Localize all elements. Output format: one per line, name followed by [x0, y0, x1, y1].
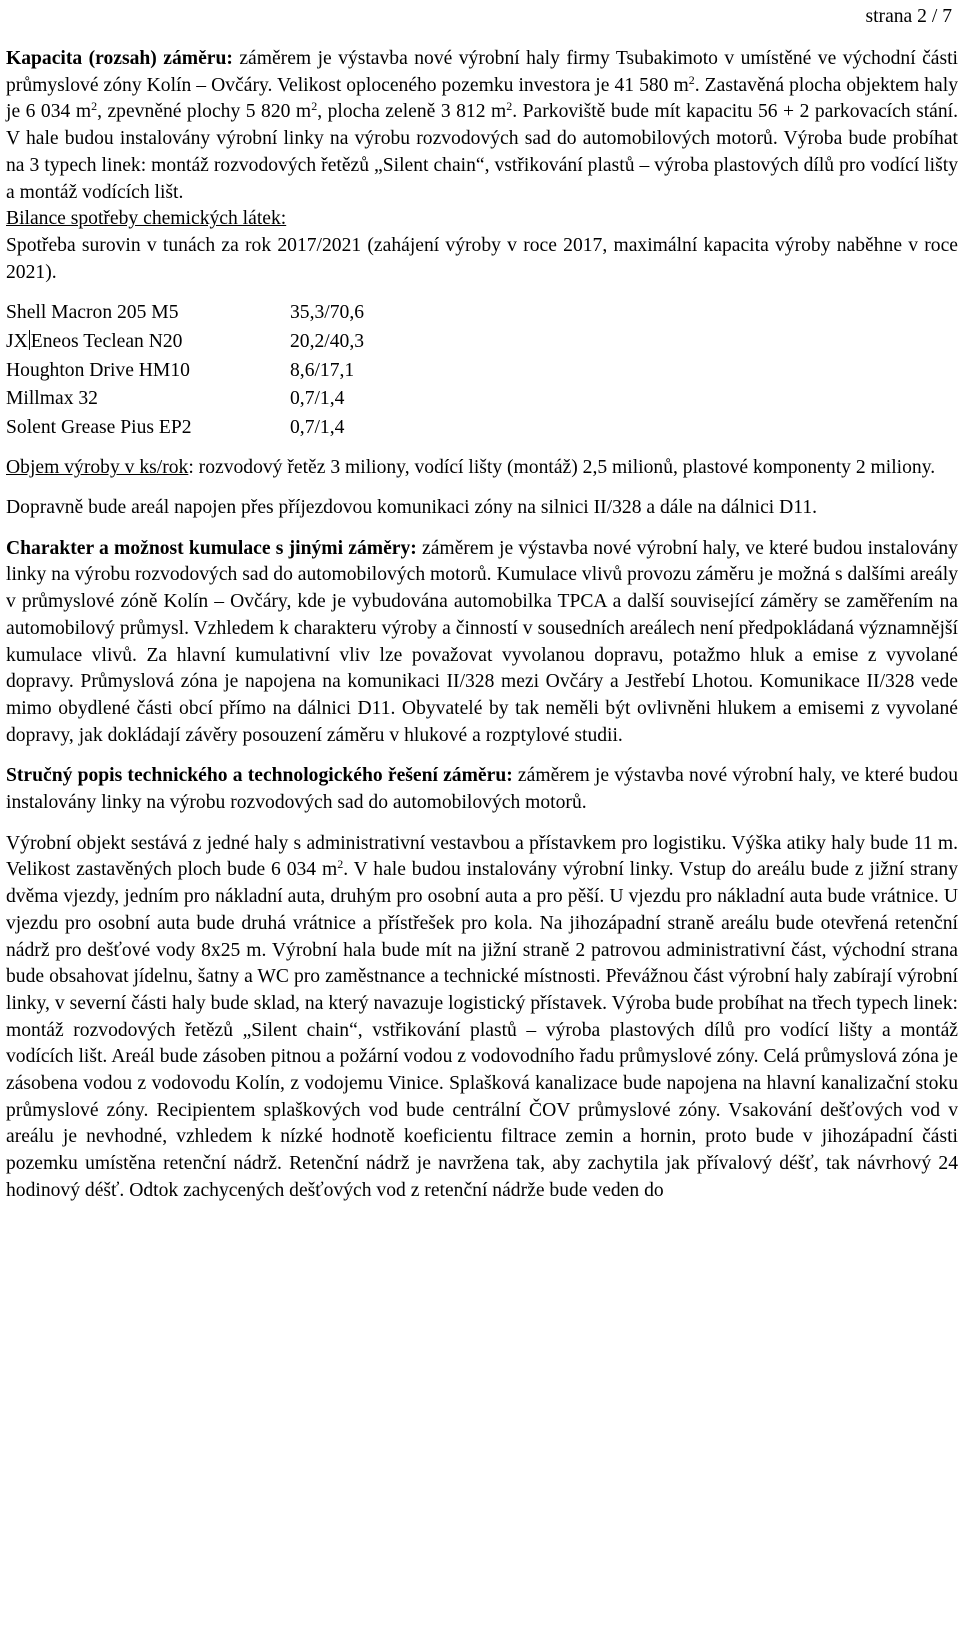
chemical-value: 0,7/1,4 — [290, 416, 345, 438]
technical-text: záměrem je výstavba nové výrobní haly, ve které budou instalovány linky na výrobu rozvodových sad do automobilových motorů. — [6, 765, 958, 814]
chemical-value: 0,7/1,4 — [290, 388, 345, 410]
chemical-name — [6, 328, 290, 357]
production-text: : rozvodový řetěz 3 miliony, vodící lišty (montáž) 2,5 milionů, plastové komponenty 2 miliony. — [188, 457, 936, 479]
chemicals-table — [6, 299, 364, 442]
chemical-name: Houghton Drive HM10 — [6, 359, 190, 381]
production-paragraph — [6, 455, 958, 482]
chemicals-heading: Bilance spotřeby chemických látek: — [6, 208, 287, 230]
cumulation-text: záměrem je výstavba nové výrobní haly, ve které budou instalovány linky na výrobu rozvodových sad do automobilových motorů. Kumulace vlivů provozu záměru je možná s dalšími areály v průmyslové zóně Kolín – Ovčáry, kde je vybudována automobilka TPCA a další související záměry se zaměřením na automobilový průmysl. Vzhledem k charakteru výroby a činností v sousedních areálech není předpokládaná významnější kumulace vlivů. Za hlavní kumulativní vliv lze považovat vyvolanou dopravu, potažmo hluk a emise z vyvolané dopravy. Průmyslová zóna je napojena na komunikaci II/328 mezi Ovčáry a Jestřebí Lhotou. Komunikace II/328 vede mimo obydlené části obcí přímo na dálnici D11. Obyvatelé by tak neměli být ovlivněni hlukem a emisemi z vyvolané dopravy, jak dokládají závěry posouzení záměru v hlukové a rozptylové studii. — [6, 537, 958, 746]
table-row — [6, 414, 364, 443]
document-body — [6, 46, 958, 1205]
chemical-name-prefix: JX — [6, 330, 28, 352]
capacity-text-a: záměrem je výstavba nové výrobní haly firmy Tsubakimoto v umístěné ve východní části průmyslové zóny Kolín – Ovčáry. Velikost oploceného pozemku investora je 41 580 m — [6, 48, 959, 96]
superscript: 2 — [337, 857, 344, 872]
capacity-text-d: , plocha zeleně 3 812 m — [317, 101, 507, 123]
chemical-name-main: Eneos Teclean N20 — [30, 330, 183, 352]
table-row — [6, 357, 364, 386]
table-row — [6, 328, 364, 357]
chemicals-intro: Spotřeba surovin v tunách za rok 2017/2021 (zahájení výroby v roce 2017, maximální kapacita výroby naběhne v roce 2021). — [6, 234, 958, 283]
technical-label: Stručný popis technického a technologického řešení záměru: — [6, 765, 513, 787]
superscript: 2 — [506, 99, 513, 114]
separator-bar — [29, 330, 30, 350]
chemical-value: 8,6/17,1 — [290, 359, 355, 381]
capacity-paragraph — [6, 46, 958, 206]
capacity-text-c: , zpevněné plochy 5 820 m — [97, 101, 312, 123]
building-text-a: Výrobní objekt sestává z jedné haly s administrativní vestavbou a přístavkem pro logistiku. Výška atiky haly bude 11 m. Velikost zastavěných ploch bude 6 034 m — [6, 832, 958, 881]
capacity-text-e: . Parkoviště bude mít kapacitu 56 + 2 parkovacích stání. V hale budou instalovány výrobní linky na výrobu rozvodových sad do automobilových motorů. Výroba bude probíhat na 3 typech linek: montáž rozvodových řetězů „Silent chain“, vstřikování plastů – výroba plastových dílů pro vodící lišty a montáž vodících lišt. — [6, 101, 959, 203]
building-text-b: . V hale budou instalovány výrobní linky. Vstup do areálu bude z jižní strany dvěma vjezdy, jedním pro nákladní auta, druhým pro osobní auta a pro pěší. U vjezdu pro nákladní auta bude vrátnice. U vjezdu pro osobní auta bude druhá vrátnice a přístřešek pro kola. Na jihozápadní straně areálu bude otevřená retenční nádrž pro dešťové vody 8x25 m. Výrobní hala bude mít na jižní straně 2 patrovou administrativní část, východní strana bude obsahovat jídelnu, šatny a WC pro zaměstnance a technické místnosti. Převážnou část výrobní haly zabírají výrobní linky, v severní části haly bude sklad, na který navazuje logistický přístavek. Výroba bude probíhat na třech typech linek: montáž rozvodových řetězů „Silent chain“, vstřikování plastů – výroba plastových dílů pro vodící lišty a montáž vodících lišt. Areál bude zásoben pitnou a požární vodou z vodovodního řadu průmyslové zóny. Celá průmyslová zóna je zásobena vodou z vodovodu Kolín, z vodojemu Vinice. Splašková kanalizace bude napojena na hlavní kanalizační stoku průmyslové zóny. Recipientem splaškových vod bude centrální ČOV průmyslové zóny. Vsakování dešťových vod v areálu je nevhodné, vzhledem k nízké hodnotě koeficientu filtrace zemin a hornin, proto bude v jihozápadní části pozemku umístěna retenční nádrž. Retenční nádrž je navržena tak, aby zachytila jak přívalový déšť, tak návrhový 24 hodinový déšť. Odtok zachycených dešťových vod z retenční nádrže bude veden do — [6, 859, 958, 1201]
chemical-value: 35,3/70,6 — [290, 302, 365, 324]
superscript: 2 — [688, 72, 695, 87]
table-row — [6, 299, 364, 328]
building-paragraph — [6, 831, 958, 1205]
production-label: Objem výroby v ks/rok — [6, 457, 189, 479]
technical-paragraph — [6, 763, 958, 816]
transport-paragraph: Dopravně bude areál napojen přes příjezdovou komunikaci zóny na silnici II/328 a dále na dálnici D11. — [6, 497, 818, 518]
page-number: strana 2 / 7 — [865, 6, 952, 27]
chemical-name: Millmax 32 — [6, 388, 98, 410]
chemical-value: 20,2/40,3 — [290, 330, 365, 352]
capacity-text-b: . Zastavěná plocha objektem haly je 6 034 m — [6, 74, 958, 123]
superscript: 2 — [91, 99, 98, 114]
table-row — [6, 385, 364, 414]
cumulation-paragraph — [6, 536, 958, 750]
chemical-name: Solent Grease Pius EP2 — [6, 416, 192, 438]
chemical-name: Shell Macron 205 M5 — [6, 302, 179, 324]
capacity-label: Kapacita (rozsah) záměru: — [6, 48, 233, 69]
cumulation-label: Charakter a možnost kumulace s jinými záměry: — [6, 537, 417, 559]
superscript: 2 — [311, 99, 318, 114]
